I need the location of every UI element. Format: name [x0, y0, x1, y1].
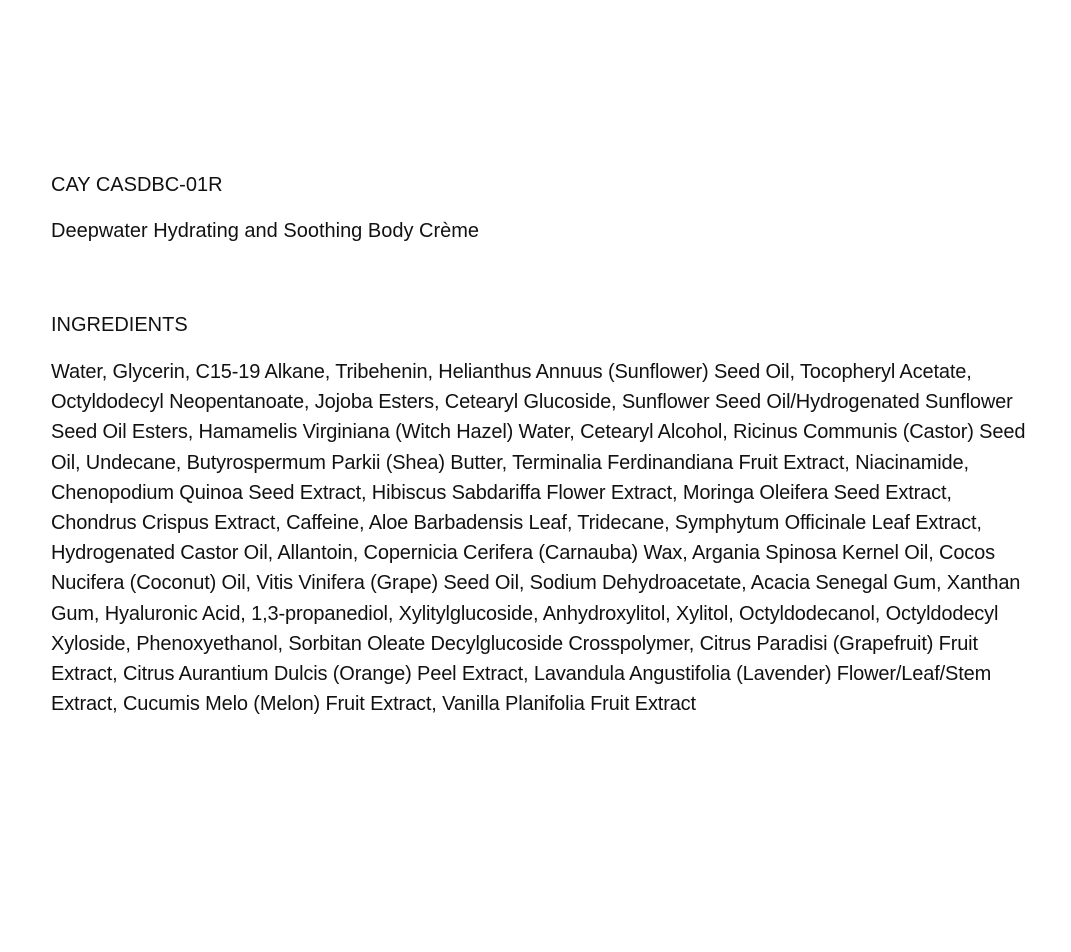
product-name: Deepwater Hydrating and Soothing Body Crème — [51, 220, 480, 242]
product-info-document — [51, 171, 1026, 719]
ingredients-heading: INGREDIENTS — [51, 314, 188, 336]
product-code: CAY CASDBC-01R — [51, 174, 223, 196]
ingredients-list: Water, Glycerin, C15-19 Alkane, Tribehenin, Helianthus Annuus (Sunflower) Seed Oil, Tocopheryl Acetate, Octyldodecyl Neopentanoate, Jojoba Esters, Cetearyl Glucoside, Sunflower Seed Oil/Hydrogenated Sunflower Seed Oil Esters, Hamamelis Virginiana (Witch Hazel) Water, Cetearyl Alcohol, Ricinus Communis (Castor) Seed Oil, Undecane, Butyrospermum Parkii (Shea) Butter, Terminalia Ferdinandiana Fruit Extract, Niacinamide, Chenopodium Quinoa Seed Extract, Hibiscus Sabdariffa Flower Extract, Moringa Oleifera Seed Extract, Chondrus Crispus Extract, Caffeine, Aloe Barbadensis Leaf, Tridecane, Symphytum Officinale Leaf Extract, Hydrogenated Castor Oil, Allantoin, Copernicia Cerifera (Carnauba) Wax, Argania Spinosa Kernel Oil, Cocos Nucifera (Coconut) Oil, Vitis Vinifera (Grape) Seed Oil, Sodium Dehydroacetate, Acacia Senegal Gum, Xanthan Gum, Hyaluronic Acid, 1,3-propanediol, Xylitylglucoside, Anhydroxylitol, Xylitol, Octyldodecanol, Octyldodecyl Xyloside, Phenoxyethanol, Sorbitan Oleate Decylglucoside Crosspolymer, Citrus Paradisi (Grapefruit) Fruit Extract, Citrus Aurantium Dulcis (Orange) Peel Extract, Lavandula Angustifolia (Lavender) Flower/Leaf/Stem Extract, Cucumis Melo (Melon) Fruit Extract, Vanilla Planifolia Fruit Extract — [51, 361, 1026, 716]
